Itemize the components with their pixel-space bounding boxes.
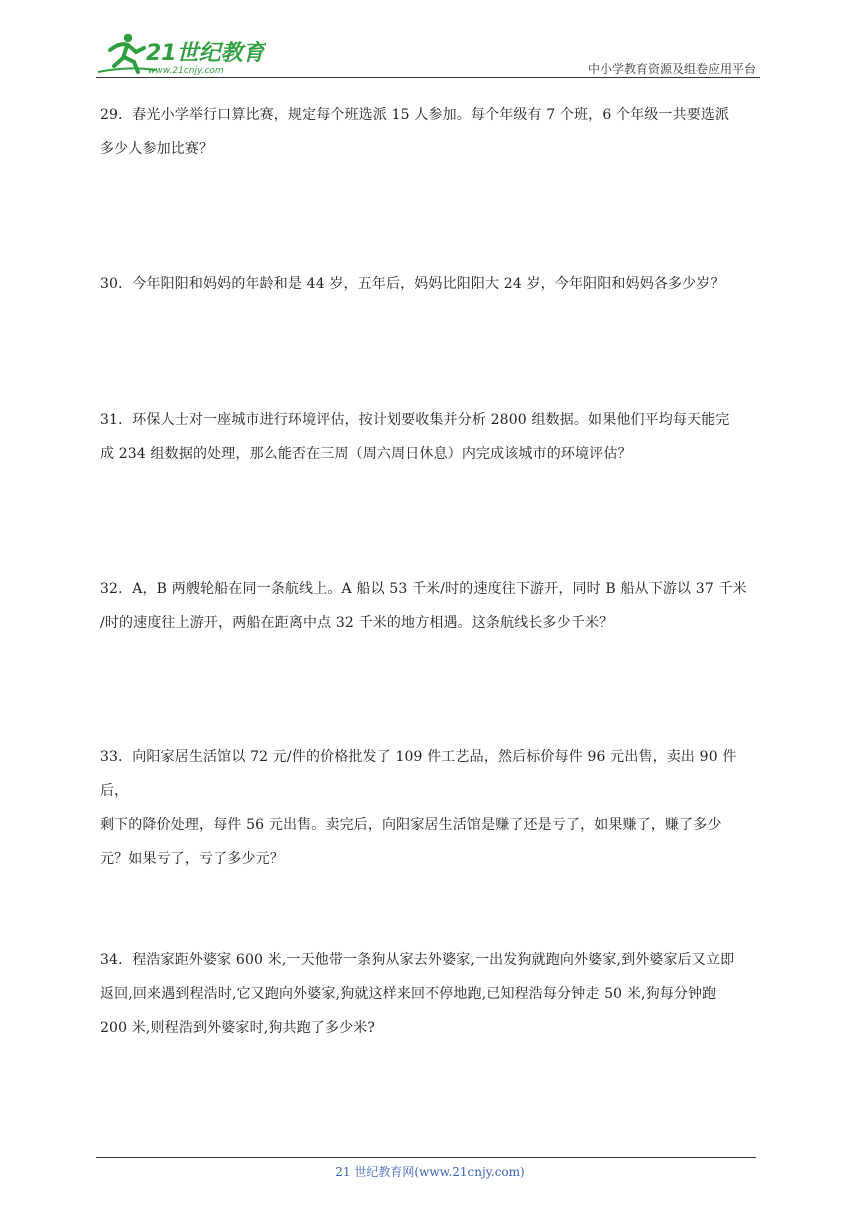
question-line: 32．A，B 两艘轮船在同一条航线上。A 船以 53 千米/时的速度往下游开，同时 B 船从下游以 37 千米 [100,581,747,597]
question-34 [100,943,764,1045]
question-line: 30．今年阳阳和妈妈的年龄和是 44 岁，五年后，妈妈比阳阳大 24 岁，今年阳阳和妈妈各多少岁？ [100,276,725,292]
header-divider [96,77,760,78]
header-platform-text: 中小学教育资源及组卷应用平台 [587,62,756,76]
question-29 [100,98,764,166]
question-31 [100,403,764,471]
question-line: 剩下的降价处理，每件 56 元出售。卖完后，向阳家居生活馆是赚了还是亏了，如果赚了，赚了多少 [100,817,722,833]
question-line: /时的速度往上游开，两船在距离中点 32 千米的地方相遇。这条航线长多少千米？ [100,615,614,631]
question-line: 200 米,则程浩到外婆家时,狗共跑了多少米? [100,1020,376,1036]
question-line: 33．向阳家居生活馆以 72 元/件的价格批发了 109 件工艺品，然后标价每件 96 元出售，卖出 90 件后， [100,749,737,799]
question-32 [100,572,764,640]
footer-site-text: 21 世纪教育网(www.21cnjy.com) [335,1165,525,1179]
question-33 [100,740,764,876]
question-line: 成 234 组数据的处理，那么能否在三周（周六周日休息）内完成该城市的环境评估？ [100,446,632,462]
logo-main-text: 21世纪教育 [146,41,265,66]
question-line: 多少人参加比赛？ [100,141,214,157]
question-line: 元？如果亏了，亏了多少元？ [100,851,284,867]
question-30 [100,267,764,301]
question-line: 29．春光小学举行口算比赛，规定每个班选派 15 人参加。每个年级有 7 个班，6 个年级一共要选派 [100,107,730,123]
question-line: 返回,回来遇到程浩时,它又跑向外婆家,狗就这样来回不停地跑,已知程浩每分钟走 50 米,狗每分钟跑 [100,986,717,1002]
question-line: 31．环保人士对一座城市进行环境评估，按计划要收集并分析 2800 组数据。如果他们平均每天能完 [100,412,730,428]
page-header [96,30,760,78]
logo-url-text: www.21cnjy.com [148,66,224,76]
logo [96,30,266,76]
question-line: 34．程浩家距外婆家 600 米,一天他带一条狗从家去外婆家,一出发狗就跑向外婆家,到外婆家后又立即 [100,952,735,968]
footer-divider [96,1157,756,1158]
